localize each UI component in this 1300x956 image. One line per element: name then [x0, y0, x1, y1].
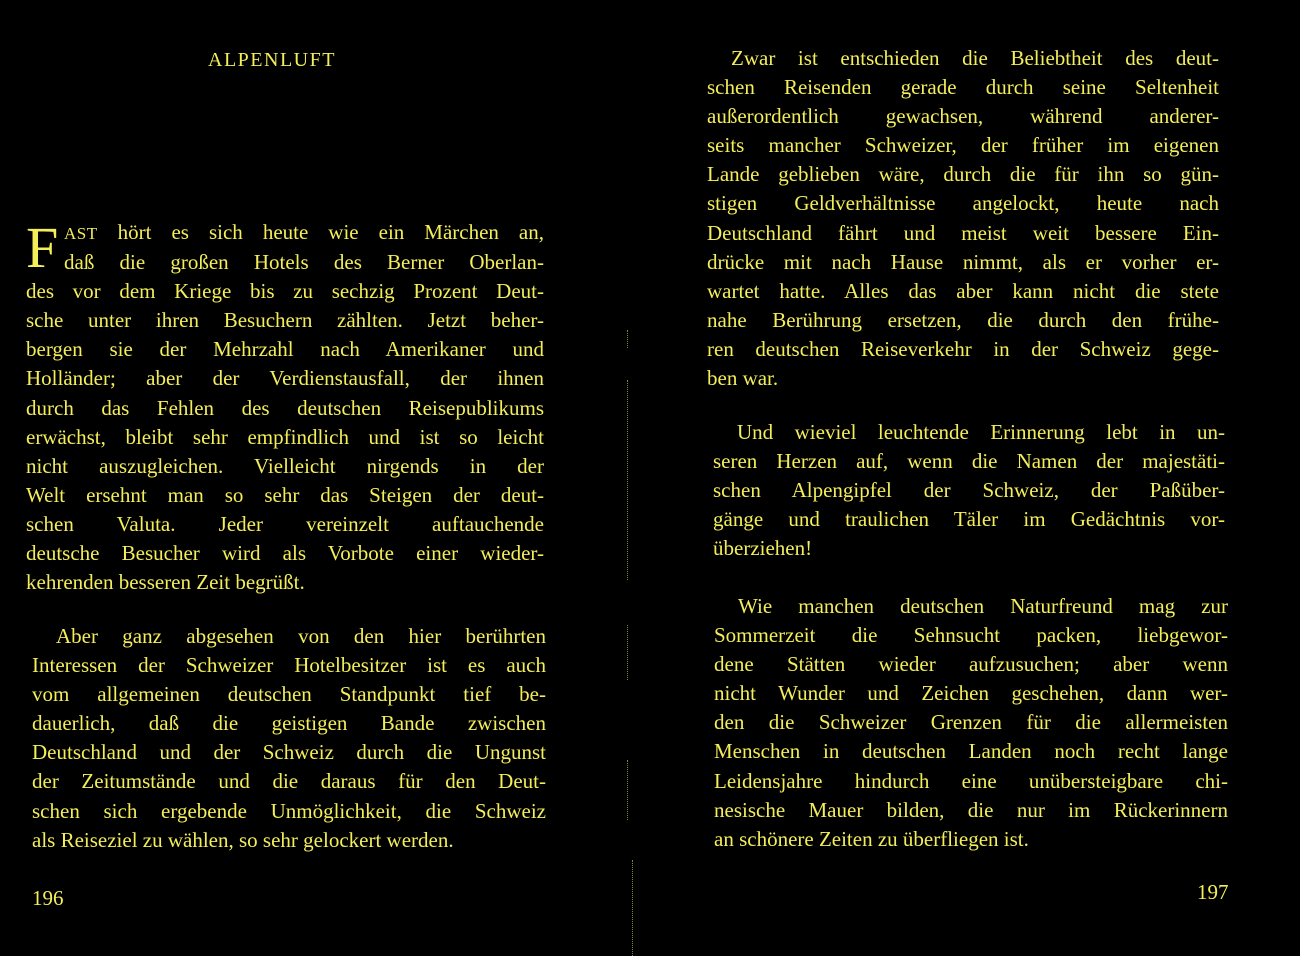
paragraph-5 — [714, 592, 1228, 854]
gutter-scan-line — [627, 380, 628, 580]
text-line: dauerlich, daß die geistigen Bande zwischen — [32, 711, 546, 736]
text-line: schen Alpengipfel der Schweiz, der Paßüber- — [713, 478, 1225, 503]
text-line: bergen sie der Mehrzahl nach Amerikaner und — [26, 337, 544, 362]
text-line: seits mancher Schweizer, der früher im eigenen — [707, 133, 1219, 158]
text-line: als Reiseziel zu wählen, so sehr gelockert werden. — [32, 827, 454, 852]
page-number-left: 196 — [32, 886, 64, 910]
text-line: Leidensjahre hindurch eine unübersteigbare chi- — [714, 768, 1228, 793]
paragraph-2 — [32, 622, 546, 855]
text-line: schen sich ergebende Unmöglichkeit, die Schweiz — [32, 798, 546, 823]
paragraph-1 — [26, 215, 544, 597]
text-line: sche unter ihren Besuchern zählten. Jetzt beher- — [26, 308, 544, 333]
text-line: Zwar ist entschieden die Beliebtheit des deut- — [731, 46, 1219, 70]
gutter-scan-line — [627, 760, 628, 820]
text-line: Deutschland fährt und meist weit bessere Ein- — [707, 220, 1219, 245]
text-line: Wie manchen deutschen Naturfreund mag zur — [738, 594, 1228, 618]
text-line: an schönere Zeiten zu überfliegen ist. — [714, 826, 1029, 851]
text-line: nahe Berührung ersetzen, die durch den frühe- — [707, 307, 1219, 332]
text-line: stigen Geldverhältnisse angelockt, heute nach — [707, 191, 1219, 216]
text-line: daß die großen Hotels des Berner Oberlan- — [64, 250, 544, 275]
gutter-scan-line — [627, 330, 628, 348]
text-line: erwächst, bleibt sehr empfindlich und ist so leicht — [26, 424, 544, 449]
left-page — [0, 0, 640, 956]
gutter-scan-line — [627, 625, 628, 680]
text-line: Interessen der Schweizer Hotelbesitzer ist es auch — [32, 653, 546, 678]
text-line: den die Schweizer Grenzen für die allermeisten — [714, 710, 1228, 735]
gutter-scan-line — [632, 860, 633, 956]
text-line: drücke mit nach Hause nimmt, als er vorher er- — [707, 249, 1219, 274]
text-line: Holländer; aber der Verdienstausfall, der ihnen — [26, 366, 544, 391]
text-line: ben war. — [707, 366, 779, 391]
text-line: Und wieviel leuchtende Erinnerung lebt in un- — [737, 420, 1225, 444]
paragraph-4 — [713, 418, 1225, 563]
text-line: kehrenden besseren Zeit begrüßt. — [26, 570, 305, 595]
text-line: durch das Fehlen des deutschen Reisepublikums — [26, 395, 544, 420]
text-line: Menschen in deutschen Landen noch recht lange — [714, 739, 1228, 764]
text-line: der Zeitumstände und die daraus für den Deut- — [32, 769, 546, 794]
text-line: nicht Wunder und Zeichen geschehen, dann wer- — [714, 681, 1228, 706]
text-line: AST hört es sich heute wie ein Märchen an, — [64, 220, 544, 244]
text-line: Welt ersehnt man so sehr das Steigen der deut- — [26, 482, 544, 507]
text-line: schen Reisenden gerade durch seine Seltenheit — [707, 75, 1219, 100]
text-line: überziehen! — [713, 536, 813, 561]
text-line: wartet hatte. Alles das aber kann nicht die stete — [707, 278, 1219, 303]
text-line: vom allgemeinen deutschen Standpunkt tief be- — [32, 682, 546, 707]
text-line: dene Stätten wieder aufzusuchen; aber wenn — [714, 652, 1228, 677]
text-line: schen Valuta. Jeder vereinzelt auftauchende — [26, 511, 544, 536]
text-line: nesische Mauer bilden, die nur im Rückerinnern — [714, 797, 1228, 822]
page-number-right: 197 — [1197, 880, 1229, 904]
right-page — [640, 0, 1300, 956]
text-line: deutsche Besucher wird als Vorbote einer wieder- — [26, 541, 544, 566]
text-line: des vor dem Kriege bis zu sechzig Prozent Deut- — [26, 279, 544, 304]
text-line: Deutschland und der Schweiz durch die Ungunst — [32, 740, 546, 765]
text-line: nicht auszugleichen. Vielleicht nirgends in der — [26, 453, 544, 478]
text-line: Aber ganz abgesehen von den hier berührten — [56, 624, 546, 648]
paragraph-3 — [707, 44, 1219, 393]
text-line: Lande geblieben wäre, durch die für ihn so gün- — [707, 162, 1219, 187]
running-head: ALPENLUFT — [208, 49, 336, 71]
text-line: seren Herzen auf, wenn die Namen der majestäti- — [713, 449, 1225, 474]
text-line: gänge und traulichen Täler im Gedächtnis vor- — [713, 507, 1225, 532]
text-line: ren deutschen Reiseverkehr in der Schweiz gege- — [707, 336, 1219, 361]
drop-cap: F — [26, 215, 59, 280]
first-word-small-caps: AST — [64, 224, 98, 243]
text-line: Sommerzeit die Sehnsucht packen, liebgewor- — [714, 623, 1228, 648]
text-line: außerordentlich gewachsen, während anderer- — [707, 104, 1219, 129]
